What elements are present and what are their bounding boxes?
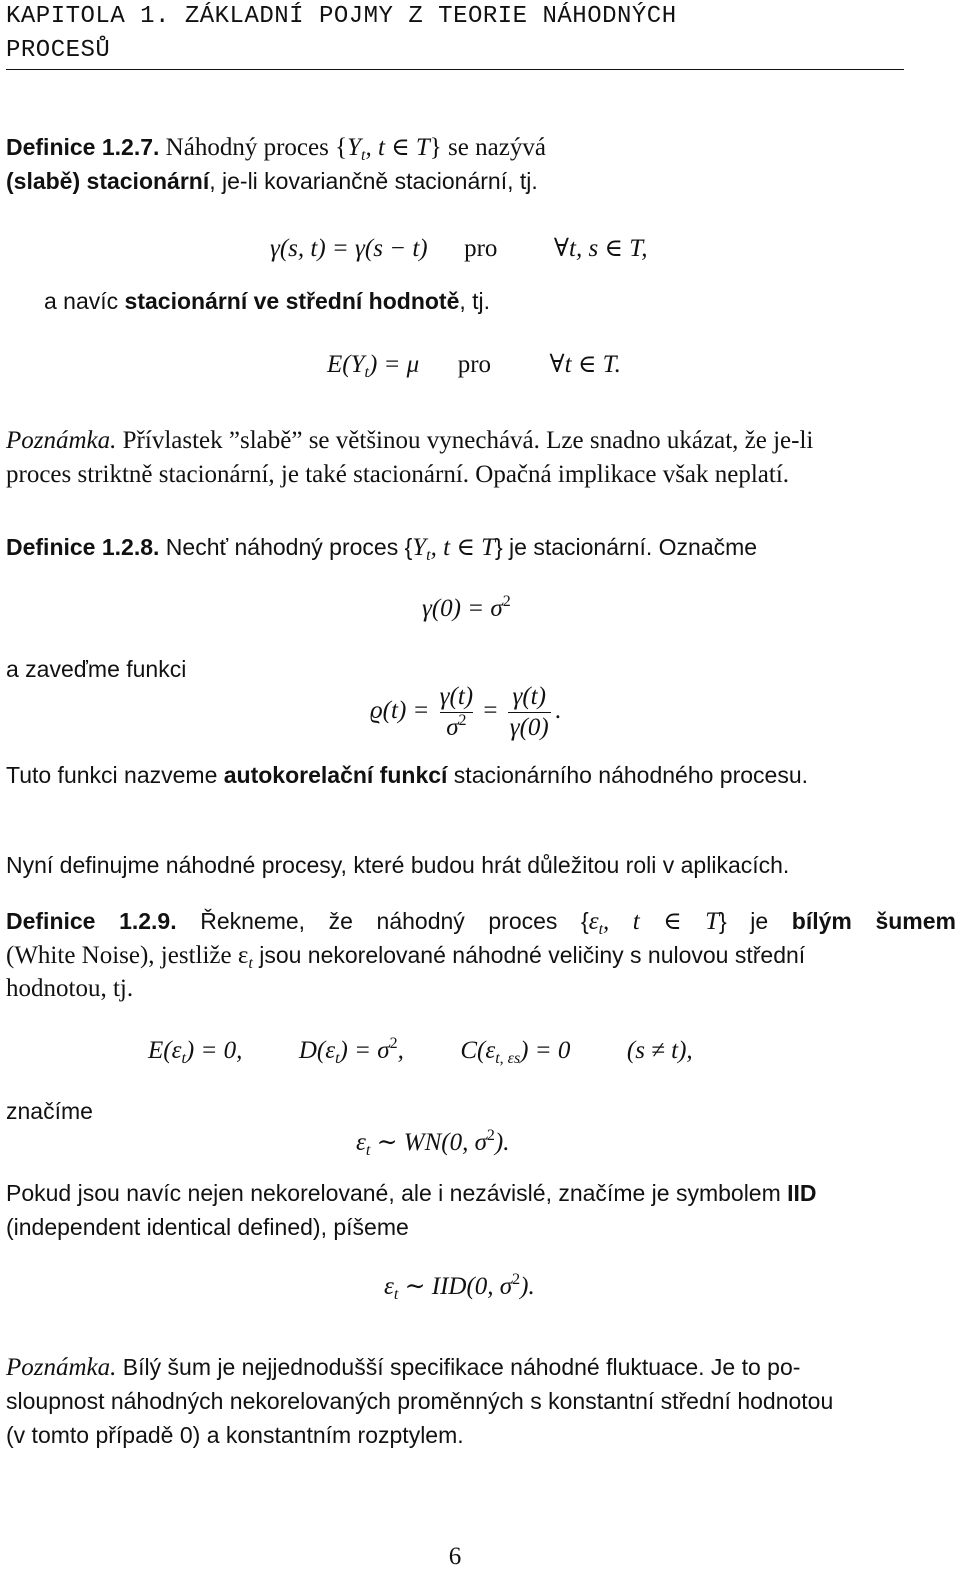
definition-1-2-9-line2: (White Noise), jestliže $\varepsilon_t$ jsou nekorelované náhodné veličiny s nulovou střední bbox=[6, 942, 806, 972]
iid-line1: Pokud jsou navíc nejen nekorelované, ale i nezávislé, značíme je symbolem IID bbox=[6, 1180, 817, 1206]
definition-label: Definice 1.2.8. bbox=[6, 534, 160, 560]
mean-stationary-line: a navíc stacionární ve střední hodnotě, tj. bbox=[44, 288, 491, 314]
term-autocorrelation: autokorelační funkcí bbox=[223, 762, 448, 788]
fraction-gamma-sigma: $\frac{\gamma(t)}{\sigma^2}$ bbox=[439, 683, 474, 741]
page-number: 6 bbox=[448, 1543, 462, 1570]
equation-covariance: γ(s, t) = γ(s − t) pro ∀t, s ∈ T, bbox=[270, 235, 648, 262]
definition-label: Definice 1.2.7. bbox=[6, 134, 160, 160]
term-weak-stationary: (slabě) stacionární bbox=[6, 168, 210, 194]
term-white-noise: bílým šumem bbox=[791, 908, 956, 934]
header-rule bbox=[6, 69, 904, 70]
equation-gamma0: $\gamma(0) = \sigma^2$ bbox=[422, 593, 511, 622]
note-2-line1: Poznámka. Bílý šum je nejjednodušší specifikace náhodné fluktuace. Je to po- bbox=[6, 1354, 801, 1381]
term-mean-stationary: stacionární ve střední hodnotě bbox=[124, 288, 460, 314]
fraction-gamma-gamma0: $\frac{\gamma(t)}{\gamma(0)}$ bbox=[509, 683, 549, 741]
intro-processes: Nyní definujme náhodné procesy, které budou hrát důležitou roli v aplikacích. bbox=[6, 852, 790, 878]
note-1-line1: Poznámka. Přívlastek ”slabě” se většinou vynechává. Lze snadno ukázat, že je-li bbox=[6, 427, 814, 454]
term-iid: IID bbox=[787, 1180, 817, 1206]
equation-iid: $\varepsilon_t$ ∼ IID(0, $\sigma^2$). bbox=[384, 1271, 535, 1303]
definition-label: Definice 1.2.9. bbox=[6, 908, 177, 934]
chapter-header-line2: PROCESŮ bbox=[6, 37, 111, 64]
note-label: Poznámka. bbox=[6, 1354, 117, 1381]
note-label: Poznámka. bbox=[6, 427, 117, 454]
note-2-line3: (v tomto případě 0) a konstantním rozptylem. bbox=[6, 1422, 464, 1448]
equation-autocorrelation: ϱ(t) = $\frac{\gamma(t)}{\sigma^2}$ = $\frac{\gamma(t)}{\gamma(0)}$ . bbox=[370, 683, 561, 741]
definition-1-2-9-line3: hodnotou, tj. bbox=[6, 975, 134, 1002]
autocorrelation-sentence: Tuto funkci nazveme autokorelační funkcí stacionárního náhodného procesu. bbox=[6, 762, 809, 788]
note-2-line2: sloupnost náhodných nekorelovaných proměnných s konstantní střední hodnotou bbox=[6, 1388, 834, 1414]
note-1-line2: proces striktně stacionární, je také stacionární. Opačná implikace však neplatí. bbox=[6, 461, 790, 488]
definition-1-2-7-line1: Definice 1.2.7. Náhodný proces {$Y_t$, t ∈ T} se nazývá bbox=[6, 134, 546, 164]
definition-1-2-8-line1: Definice 1.2.8. Nechť náhodný proces {$Y_t$, t ∈ T} je stacionární. Označme bbox=[6, 534, 758, 564]
intro-function: a zaveďme funkci bbox=[6, 656, 187, 682]
equation-mean: $E(Y_t) = \mu$ pro ∀t ∈ T. bbox=[327, 351, 621, 381]
znacime-label: značíme bbox=[6, 1098, 93, 1124]
definition-1-2-9-line1: Definice 1.2.9. Řekneme, že náhodný proces {$\varepsilon_t$, t ∈ T} je bílým šumem bbox=[6, 908, 956, 938]
definition-1-2-7-line2: (slabě) stacionární, je-li kovariančně stacionární, tj. bbox=[6, 168, 538, 194]
iid-line2: (independent identical defined), píšeme bbox=[6, 1214, 409, 1240]
equation-wn: $\varepsilon_t$ ∼ WN(0, $\sigma^2$). bbox=[356, 1127, 510, 1159]
chapter-header-line1: KAPITOLA 1. ZÁKLADNÍ POJMY Z TEORIE NÁHODNÝCH bbox=[6, 3, 677, 30]
equation-white-noise-moments: $E(\varepsilon_t) = 0$, $D(\varepsilon_t) = \sigma^2$, $C(\varepsilon_{t, \varepsilon s}) = 0$ (s ≠ t), bbox=[148, 1035, 693, 1067]
